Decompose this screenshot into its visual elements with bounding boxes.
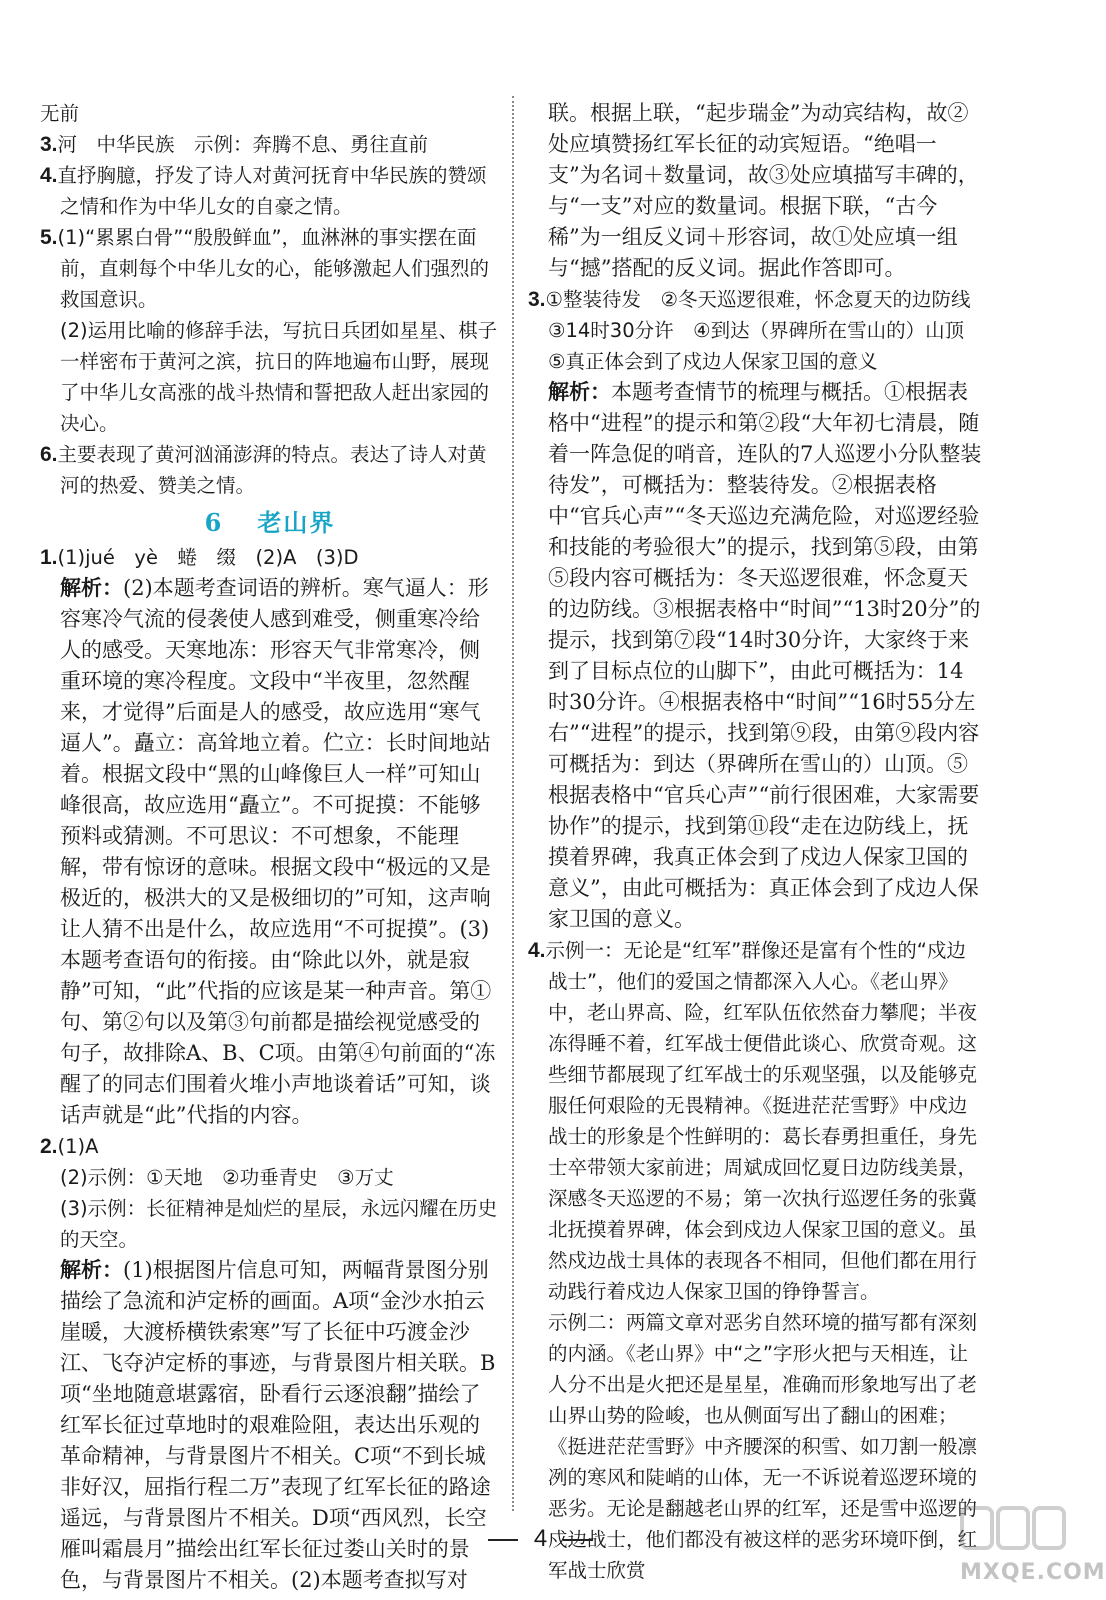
watermark-text: MXQE.COM: [960, 1560, 1106, 1585]
answer-item: 3.①整装待发 ②冬天巡逻很难，怀念夏天的边防线: [528, 288, 971, 311]
watermark-icon: [958, 1500, 1068, 1560]
page-footer: [0, 1525, 1081, 1553]
answer-item: 4.示例一：无论是“红军”群像还是富有个性的“戍边战士”，他们的爱国之情都深入人心。《老山界》中，老山界高、险，红军队伍依然奋力攀爬；半夜冻得睡不着，红军战士便借此谈心、欣赏奇观。这些细节都展现了红军战士的乐观坚强，以及能够克服任何艰险的无畏精神。《挺进茫茫雪野》中戍边战士的形象是个性鲜明的：葛长春勇担重任，身先士卒带领大家前进；周斌成回忆夏日边防线美景，深感冬天巡逻的不易；第一次执行巡逻任务的张冀北抚摸着界碑，体会到戍边人保家卫国的意义。虽然戍边战士具体的表现各不相同，但他们都在用行动践行着戍边人保家卫国的铮铮誓言。: [528, 939, 978, 1303]
answer-item: 2.(1)A: [40, 1135, 99, 1158]
answer-subitem: (2)运用比喻的修辞手法，写抗日兵团如星星、棋子一样密布于黄河之滨，抗日的阵地遍布山野，展现了中华儿女高涨的战斗热情和誓把敌人赶出家园的决心。: [60, 319, 498, 435]
answer-subitem: (2)示例：①天地 ②功垂青史 ③万丈: [60, 1166, 394, 1189]
answer-item: 5.(1)“累累白骨”“殷殷鲜血”，血淋淋的事实摆在面前，直刺每个中华儿女的心，能够激起人们强烈的救国意识。: [40, 226, 490, 311]
right-column: [528, 98, 983, 1586]
answer-subitem: ③14时30分许 ④到达（界碑所在雪山的）山顶: [548, 319, 965, 342]
answer-subitem: ⑤真正体会到了戍边人保家卫国的意义: [548, 350, 878, 373]
analysis-paragraph: 解析：(1)根据图片信息可知，两幅背景图分别描绘了急流和泸定桥的画面。A项“金沙水拍云崖暖，大渡桥横铁索寒”写了长征中巧渡金沙江、飞夺泸定桥的事迹，与背景图片相关联。B项“坐地随意堪露宿，卧看行云逐浪翻”描绘了红军长征过草地时的艰难险阻，表达出乐观的革命精神，与背景图片不相关。C项“不到长城非好汉，屈指行程二万”表现了红军长征的路途遥远，与背景图片不相关。D项“西风烈，长空雁叫霜晨月”描绘出红军长征过娄山关时的景色，与背景图片不相关。(2)本题考查拟写对: [60, 1258, 496, 1592]
answer-item: 4.直抒胸臆，抒发了诗人对黄河抚育中华民族的赞颂之情和作为中华儿女的自豪之情。: [40, 164, 487, 218]
column-divider: [512, 96, 514, 1511]
footer-dash: [488, 1539, 518, 1541]
section-title: 6 老山界: [204, 508, 336, 537]
analysis-paragraph: 解析：(2)本题考查词语的辨析。寒气逼人：形容寒冷气流的侵袭使人感到难受，侧重寒冷给人的感受。天寒地冻：形容天气非常寒冷，侧重环境的寒冷程度。文段中“半夜里，忽然醒来，才觉得”后面是人的感受，故应选用“寒气逼人”。矗立：高耸地立着。伫立：长时间地站着。根据文段中“黑的山峰像巨人一样”可知山峰很高，故应选用“矗立”。不可捉摸：不能够预料或猜测。不可思议：不可想象，不能理解，带有惊讶的意味。根据文段中“极远的又是极近的，极洪大的又是极细切的”可知，这声响让人猜不出是什么，故应选用“不可捉摸”。(3)本题考查语句的衔接。由“除此以外，就是寂静”可知，“此”代指的应该是某一种声音。第①句、第②句以及第③句前都是描绘视觉感受的句子，故排除A、B、C项。由第④句前面的“冻醒了的同志们围着火堆小声地谈着话”可知，谈话声就是“此”代指的内容。: [60, 576, 496, 1127]
footer-dash: [563, 1539, 593, 1541]
watermark-logo: [958, 1500, 1106, 1590]
answer-subitem: 示例二：两篇文章对恶劣自然环境的描写都有深刻的内涵。《老山界》中“之”字形火把与天相连，让人分不出是火把还是星星，准确而形象地写出了老山界山势的险峻，也从侧面写出了翻山的困难；《挺进茫茫雪野》中齐腰深的积雪、如刀割一般凛冽的寒风和陡峭的山体，无一不诉说着巡逻环境的恶劣。无论是翻越老山界的红军，还是雪中巡逻的戍边战士，他们都没有被这样的恶劣环境吓倒，红军战士欣赏: [548, 1311, 978, 1582]
analysis-continuation: 联。根据上联，“起步瑞金”为动宾结构，故②处应填赞扬红军长征的动宾短语。“绝唱一支”为名词＋数量词，故③处应填描写丰碑的，与“一支”对应的数量词。根据下联，“古今稀”为一组反义词＋形容词，故①处应填一组与“撼”搭配的反义词。据此作答即可。: [548, 101, 979, 280]
answer-item: 6.主要表现了黄河汹涌澎湃的特点。表达了诗人对黄河的热爱、赞美之情。: [40, 443, 487, 497]
answer-item: 1.(1)jué yè 蜷 缀 (2)A (3)D: [40, 546, 359, 569]
answer-item: 3.河 中华民族 示例：奔腾不息、勇往直前: [40, 133, 429, 156]
analysis-paragraph: 解析：本题考查情节的梳理与概括。①根据表格中“进程”的提示和第②段“大年初七清晨，随着一阵急促的哨音，连队的7人巡逻小分队整装待发”，可概括为：整装待发。②根据表格中“官兵心声”“冬天巡边充满危险，对巡逻经验和技能的考验很大”的提示，找到第⑤段，由第⑤段内容可概括为：冬天巡逻很难，怀念夏天的边防线。③根据表格中“时间”“13时20分”的提示，找到第⑦段“14时30分许，大家终于来到了目标点位的山脚下”，由此可概括为：14时30分许。④根据表格中“时间”“16时55分左右”“进程”的提示，找到第⑨段，由第⑨段内容可概括为：到达（界碑所在雪山的）山顶。⑤根据表格中“官兵心声”“前行很困难，大家需要协作”的提示，找到第⑪段“走在边防线上，抚摸着界碑，我真正体会到了戍边人保家卫国的意义”，由此可概括为：真正体会到了戍边人保家卫国的意义。: [548, 380, 982, 931]
paragraph: 无前: [40, 102, 80, 125]
left-column: [40, 98, 500, 1596]
page-number: 4: [533, 1525, 548, 1552]
answer-subitem: (3)示例：长征精神是灿烂的星辰，永远闪耀在历史的天空。: [60, 1197, 498, 1251]
